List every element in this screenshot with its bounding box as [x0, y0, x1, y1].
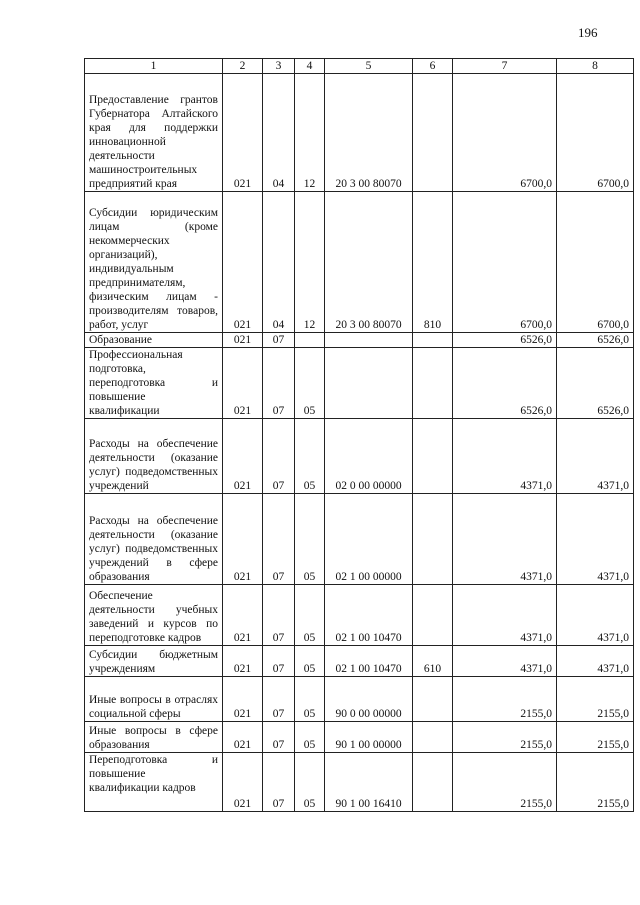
cell-amount: 6526,0 [557, 333, 634, 348]
cell-code: 021 [223, 74, 263, 192]
cell-type [413, 419, 453, 494]
cell-amount: 2155,0 [453, 753, 557, 812]
budget-table [84, 58, 634, 812]
cell-amount: 6700,0 [557, 192, 634, 333]
cell-code: 021 [223, 722, 263, 753]
cell-amount: 4371,0 [557, 419, 634, 494]
table-row [85, 753, 634, 812]
cell-amount: 2155,0 [557, 753, 634, 812]
cell-section: 07 [263, 348, 295, 419]
cell-type [413, 722, 453, 753]
cell-type: 610 [413, 646, 453, 677]
column-header: 4 [295, 59, 325, 74]
table-row [85, 333, 634, 348]
cell-target [325, 333, 413, 348]
column-header: 2 [223, 59, 263, 74]
cell-amount: 2155,0 [453, 677, 557, 722]
cell-type [413, 74, 453, 192]
row-name: Профессиональная подготовка, переподготовка и повышение квалификации [85, 348, 223, 419]
column-header: 6 [413, 59, 453, 74]
cell-amount: 2155,0 [453, 722, 557, 753]
table-row [85, 722, 634, 753]
cell-target [325, 348, 413, 419]
cell-amount: 4371,0 [453, 494, 557, 585]
cell-code: 021 [223, 348, 263, 419]
cell-section: 07 [263, 722, 295, 753]
cell-section: 07 [263, 585, 295, 646]
cell-section: 07 [263, 677, 295, 722]
cell-section: 07 [263, 494, 295, 585]
cell-amount: 6526,0 [557, 348, 634, 419]
cell-type [413, 677, 453, 722]
cell-subsection: 12 [295, 74, 325, 192]
cell-type [413, 753, 453, 812]
cell-target: 02 1 00 10470 [325, 646, 413, 677]
table-row [85, 585, 634, 646]
table-row [85, 348, 634, 419]
cell-code: 021 [223, 419, 263, 494]
table-row [85, 419, 634, 494]
row-name: Расходы на обеспечение деятельности (оказание услуг) подведомственных учреждений [85, 419, 223, 494]
cell-amount: 4371,0 [453, 646, 557, 677]
cell-target: 90 1 00 16410 [325, 753, 413, 812]
row-name: Образование [85, 333, 223, 348]
row-name: Субсидии юридическим лицам (кроме некоммерческих организаций), индивидуальным предпринимателям, физическим лицам - производителям товаров, работ, услуг [85, 192, 223, 333]
cell-subsection: 05 [295, 722, 325, 753]
cell-type [413, 333, 453, 348]
column-header: 7 [453, 59, 557, 74]
cell-amount: 4371,0 [453, 419, 557, 494]
cell-code: 021 [223, 494, 263, 585]
table-row [85, 192, 634, 333]
cell-target: 02 1 00 10470 [325, 585, 413, 646]
cell-code: 021 [223, 585, 263, 646]
cell-target: 20 3 00 80070 [325, 74, 413, 192]
cell-code: 021 [223, 646, 263, 677]
row-name: Иные вопросы в сфере образования [85, 722, 223, 753]
cell-section: 07 [263, 419, 295, 494]
cell-subsection: 12 [295, 192, 325, 333]
column-header: 8 [557, 59, 634, 74]
table-row [85, 677, 634, 722]
cell-code: 021 [223, 677, 263, 722]
cell-amount: 6526,0 [453, 348, 557, 419]
cell-subsection: 05 [295, 419, 325, 494]
table-row [85, 494, 634, 585]
cell-code: 021 [223, 753, 263, 812]
cell-subsection: 05 [295, 646, 325, 677]
cell-amount: 6700,0 [453, 74, 557, 192]
cell-amount: 4371,0 [557, 494, 634, 585]
cell-subsection [295, 333, 325, 348]
cell-subsection: 05 [295, 494, 325, 585]
cell-target: 02 0 00 00000 [325, 419, 413, 494]
cell-amount: 2155,0 [557, 677, 634, 722]
cell-section: 04 [263, 74, 295, 192]
cell-amount: 6700,0 [557, 74, 634, 192]
cell-section: 04 [263, 192, 295, 333]
cell-amount: 6526,0 [453, 333, 557, 348]
cell-target: 02 1 00 00000 [325, 494, 413, 585]
cell-section: 07 [263, 646, 295, 677]
cell-code: 021 [223, 333, 263, 348]
column-header: 1 [85, 59, 223, 74]
row-name: Расходы на обеспечение деятельности (оказание услуг) подведомственных учреждений в сфере образования [85, 494, 223, 585]
row-name: Обеспечение деятельности учебных заведений и курсов по переподготовке кадров [85, 585, 223, 646]
row-name: Переподготовка и повышение квалификации кадров [85, 753, 223, 812]
cell-amount: 6700,0 [453, 192, 557, 333]
cell-type [413, 585, 453, 646]
page-number: 196 [578, 25, 598, 40]
cell-type [413, 494, 453, 585]
cell-subsection: 05 [295, 677, 325, 722]
row-name: Предоставление грантов Губернатора Алтайского края для поддержки инновационной деятельности машиностроительных предприятий края [85, 74, 223, 192]
cell-amount: 2155,0 [557, 722, 634, 753]
cell-section: 07 [263, 753, 295, 812]
cell-section: 07 [263, 333, 295, 348]
column-header: 3 [263, 59, 295, 74]
cell-subsection: 05 [295, 348, 325, 419]
cell-target: 90 1 00 00000 [325, 722, 413, 753]
cell-target: 90 0 00 00000 [325, 677, 413, 722]
header-row [85, 59, 634, 74]
cell-amount: 4371,0 [453, 585, 557, 646]
cell-code: 021 [223, 192, 263, 333]
cell-type: 810 [413, 192, 453, 333]
cell-amount: 4371,0 [557, 585, 634, 646]
table-row [85, 74, 634, 192]
cell-amount: 4371,0 [557, 646, 634, 677]
cell-target: 20 3 00 80070 [325, 192, 413, 333]
table-row [85, 646, 634, 677]
cell-subsection: 05 [295, 753, 325, 812]
row-name: Иные вопросы в отраслях социальной сферы [85, 677, 223, 722]
row-name: Субсидии бюджетным учреждениям [85, 646, 223, 677]
cell-type [413, 348, 453, 419]
cell-subsection: 05 [295, 585, 325, 646]
column-header: 5 [325, 59, 413, 74]
